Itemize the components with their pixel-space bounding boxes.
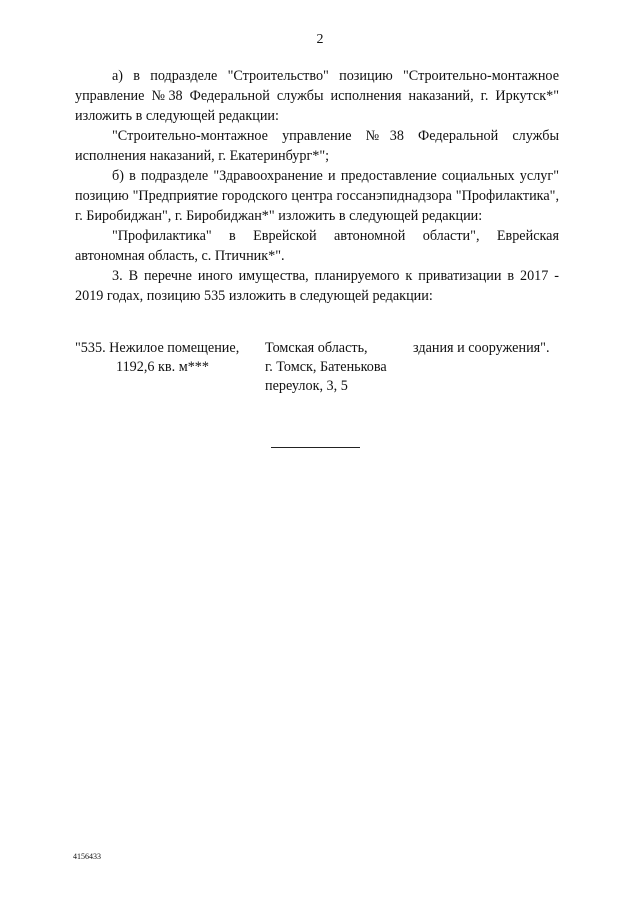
table-cell-address-line3: переулок, 3, 5 <box>265 378 348 394</box>
paragraph-b: б) в подразделе "Здравоохранение и предоставление социальных услуг" позицию "Предприятие городского центра госсанэпиднадзора "Профилактика", г. Биробиджан", г. Биробиджан*" изложить в следующей редакции: <box>75 168 559 224</box>
table-cell-name <box>75 339 255 377</box>
page-number: 2 <box>316 32 324 47</box>
footer-code: 4156433 <box>73 852 101 861</box>
table-cell-address <box>265 339 415 396</box>
document-body <box>75 66 559 306</box>
table-cell-address-line1: Томская область, <box>265 340 368 356</box>
paragraph-a: а) в подразделе "Строительство" позицию "Строительно-монтажное управление №38 Федеральной службы исполнения наказаний, г. Иркутск*" изложить в следующей редакции: <box>75 68 559 124</box>
end-divider <box>271 447 360 448</box>
paragraph-a-text: "Строительно-монтажное управление №38 Федеральной службы исполнения наказаний, г. Екатеринбург*"; <box>75 128 559 164</box>
table-cell-category: здания и сооружения". <box>413 340 550 356</box>
table-cell-name-line2: 1192,6 кв. м*** <box>116 359 209 375</box>
paragraph-3: 3. В перечне иного имущества, планируемого к приватизации в 2017 - 2019 годах, позицию 535 изложить в следующей редакции: <box>75 268 559 304</box>
table-cell-name-line1: "535. Нежилое помещение, <box>75 340 240 356</box>
table-cell-address-line2: г. Томск, Батенькова <box>265 359 387 375</box>
paragraph-b-text: "Профилактика" в Еврейской автономной области", Еврейская автономная область, с. Птичник*". <box>75 228 559 264</box>
